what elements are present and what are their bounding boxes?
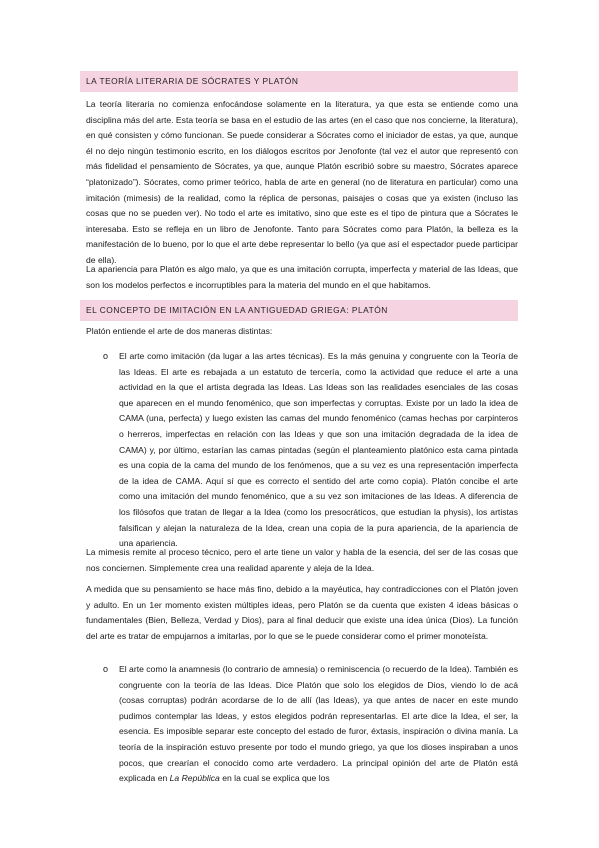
bullet-arte-imitacion: El arte como imitación (da lugar a las artes técnicas). Es la más genuina y congruente con la Teoría de las Ideas. El arte es rebajada a un estatuto de tercería, como la actividad que reduce el arte a una actividad en la que el artista degrada las Ideas. Las Ideas son las realidades esenciales de las cosas que aparecen en el mundo fenoménico, que son imperfectas y corruptas. Existe por un lado la idea de CAMA (una, perfecta) y luego existen las camas del mundo fenoménico (camas hechas por carpinteros o herreros, imperfectas en relación con las Ideas y que son una imitación degradada de la idea de CAMA) y, por último, estarían las camas pintadas (según el planteamiento platónico esta cama pintada es una copia de la cama del mundo de los fenómenos, que a su vez es una representación imperfecta de la idea de CAMA. Aquí sí que es correcto el sentido del arte como copia). Platón concibe el arte como una imitación del mundo fenoménico, que a su vez son imitaciones de las Ideas. A diferencia de los filósofos que tratan de llegar a la Idea (como los presocráticos, que estudian la physis), los artistas falsifican y alejan la naturaleza de la Idea, crean una copia de la pura apariencia, de la apariencia de una apariencia. xyxy=(119,351,518,549)
paragraph-teoria-intro: La teoría literaria no comienza enfocándose solamente en la literatura, ya que esta se entiende como una disciplina más del arte. Esta teoría se basa en el estudio de las artes (en el caso que nos concierne, la literatura), en qué consisten y cómo funcionan. Se puede considerar a Sócrates como el iniciador de estas, ya que, aunque él no dejo ningún testimonio escrito, en los diálogos escritos por Jenofonte (tal vez el autor que representó con más fidelidad el pensamiento de Sócrates, ya que, aunque Platón escribió sobre su maestro, Sócrates aparece “platonizado”). Sócrates, como primer teórico, habla de arte en general (no de literatura en particular) como una imitación (mimesis) de la realidad, como la réplica de personas, paisajes o cosas que ya existen (incluso las cosas que no se pueden ver). No todo el arte es imitativo, sino que este es el tipo de pintura que a Sócrates le interesaba. Esto se refleja en un libro de Jenofonte. Tanto para Sócrates como para Platón, la belleza es la manifestación de lo bueno, por lo que el arte debe representar lo bello (ya que así el espectador puede participar de ella). xyxy=(86,99,518,265)
bullet-anamnesis-tail: en la cual se explica que los xyxy=(219,773,330,784)
section-heading-teoria-literaria: LA TEORÍA LITERARIA DE SÓCRATES Y PLATÓN xyxy=(80,71,518,92)
paragraph-apariencia: La apariencia para Platón es algo malo, ya que es una imitación corrupta, imperfecta y material de las Ideas, que son los modelos perfectos e incorruptibles para la materia del mundo en el que habitamos. xyxy=(86,264,518,290)
bullet-arte-anamnesis xyxy=(119,662,518,787)
bullet-anamnesis-text: El arte como la anamnesis (lo contrario de amnesia) o reminiscencia (o recuerdo de la Idea). También es congruente con la teoría de las Ideas. Dice Platón que solo los elegidos de Dios, viendo lo de acá (cosas corruptas) podrán acordarse de lo de allí (las Ideas), ya que antes de nacer en este mundo pudimos contemplar las Ideas, y estos elegidos podrán representarlas. El arte dice la Idea, el ser, la esencia. Es imposible separar este concepto del estado de furor, éxtasis, inspiración o divina manía. La teoría de la inspiración estuvo presente por todo el mundo griego, ya que los dioses inspiraban a unos pocos, que crearían el conocido como arte verdadero. La principal opinión del arte de Platón está explicada en xyxy=(119,664,518,784)
bullet-marker: o xyxy=(103,351,109,361)
bullet-marker: o xyxy=(103,664,109,674)
book-title-la-republica: La República xyxy=(169,773,220,784)
section-heading-concepto-imitacion: EL CONCEPTO DE IMITACIÓN EN LA ANTIGUEDAD GRIEGA: PLATÓN xyxy=(80,300,518,321)
paragraph-pensamiento: A medida que su pensamiento se hace más fino, debido a la mayéutica, hay contradicciones con el Platón joven y adulto. En un 1er momento existen múltiples ideas, pero Platón se da cuenta que existen 4 ideas básicas o fundamentales (Bien, Belleza, Verdad y Dios), para al final deducir que existe una idea única (Dios). La función del arte es tratar de empujarnos a imitarlas, por lo que se le puede considerar como el primer monoteísta. xyxy=(86,584,518,641)
paragraph-dos-maneras: Platón entiende el arte de dos maneras distintas: xyxy=(86,326,273,336)
paragraph-mimesis: La mimesis remite al proceso técnico, pero el arte tiene un valor y habla de la esencia, del ser de las cosas que nos conciernen. Simplemente crea una realidad aparente y aleja de la Idea. xyxy=(86,547,518,573)
